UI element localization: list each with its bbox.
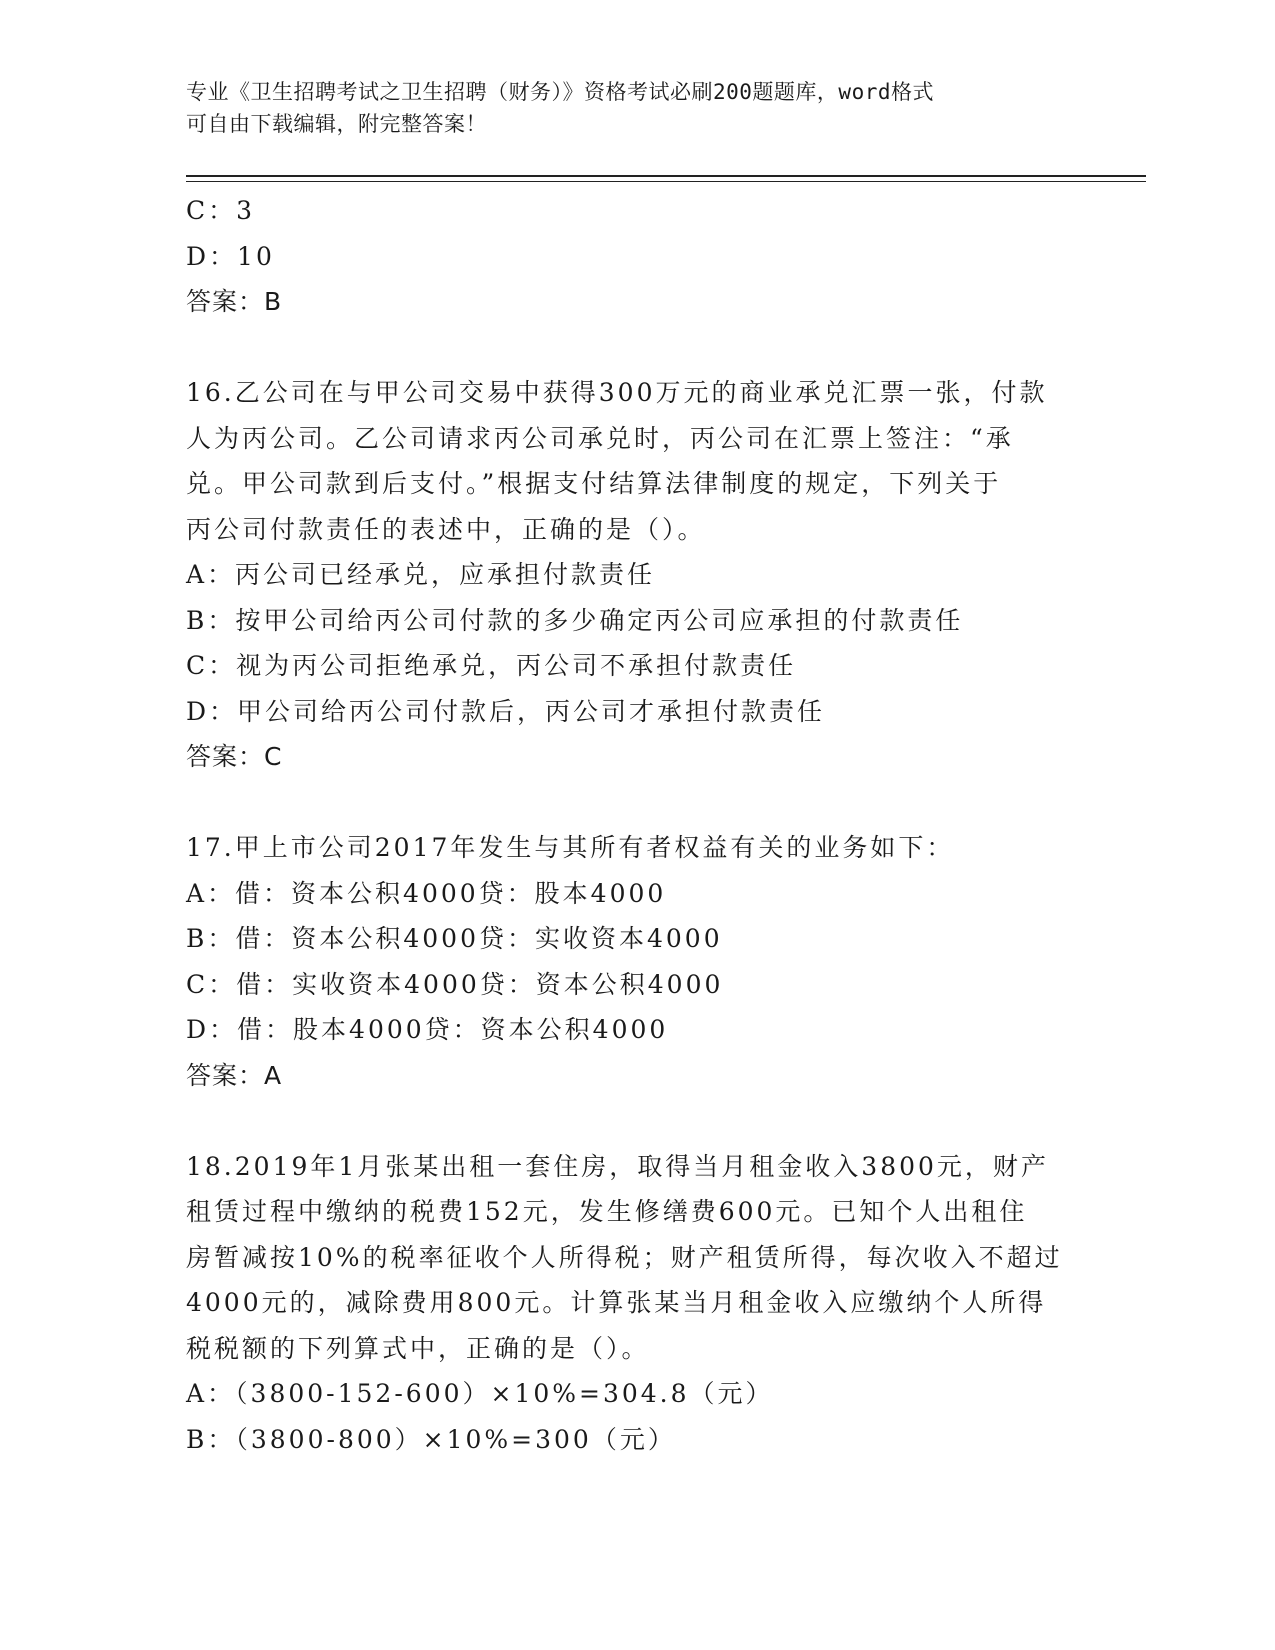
q18-stem-line: 4000元的，减除费用800元。计算张某当月租金收入应缴纳个人所得 [186, 1288, 1047, 1317]
q17-option-b: B：借：资本公积4000贷：实收资本4000 [186, 924, 723, 953]
header-line-2: 可自由下载编辑，附完整答案！ [186, 112, 487, 136]
q18-stem-line: 租赁过程中缴纳的税费152元，发生修缮费600元。已知个人出租住 [186, 1197, 1028, 1226]
q17-option-c: C：借：实收资本4000贷：资本公积4000 [186, 969, 724, 999]
q18-option-b: B：（3800-800）×10%=300（元） [186, 1424, 676, 1454]
q18-stem-line: 房暂减按10%的税率征收个人所得税；财产租赁所得，每次收入不超过 [186, 1242, 1063, 1272]
q15-answer: 答案：B [186, 287, 283, 316]
q15-option-c: C：3 [186, 196, 256, 225]
q16-option-a: A：丙公司已经承兑，应承担付款责任 [186, 560, 656, 589]
header-divider-thin [186, 181, 1146, 182]
q16-stem-line: 兑。甲公司款到后支付。”根据支付结算法律制度的规定，下列关于 [186, 469, 1002, 498]
header-line-1: 专业《卫生招聘考试之卫生招聘（财务）》资格考试必刷200题题库，word格式 [186, 80, 934, 104]
q16-stem-line: 人为丙公司。乙公司请求丙公司承兑时，丙公司在汇票上签注：“承 [186, 423, 1014, 453]
q17-stem: 17.甲上市公司2017年发生与其所有者权益有关的业务如下： [186, 833, 955, 862]
q17-answer: 答案：A [186, 1060, 283, 1090]
q18-stem-line: 18.2019年1月张某出租一套住房，取得当月租金收入3800元，财产 [186, 1151, 1049, 1181]
q18-option-a: A：（3800-152-600）×10%=304.8（元） [186, 1379, 774, 1408]
q16-option-b: B：按甲公司给丙公司付款的多少确定丙公司应承担的付款责任 [186, 605, 964, 635]
q15-option-d: D：10 [186, 241, 275, 271]
spacer [186, 1098, 1086, 1144]
header-divider-thick [186, 175, 1146, 177]
spacer [186, 325, 1086, 371]
document-header [186, 76, 1086, 140]
question-list [186, 188, 1086, 1462]
q17-option-a: A：借：资本公积4000贷：股本4000 [186, 878, 667, 908]
q16-option-d: D：甲公司给丙公司付款后，丙公司才承担付款责任 [186, 696, 826, 726]
q16-answer: 答案：C [186, 742, 283, 771]
spacer [186, 780, 1086, 826]
q16-option-c: C：视为丙公司拒绝承兑，丙公司不承担付款责任 [186, 651, 797, 680]
q16-stem-line: 16.乙公司在与甲公司交易中获得300万元的商业承兑汇票一张，付款 [186, 378, 1048, 407]
q17-option-d: D：借：股本4000贷：资本公积4000 [186, 1015, 669, 1044]
q18-stem-line: 税税额的下列算式中，正确的是（）。 [186, 1333, 650, 1363]
q16-stem-line: 丙公司付款责任的表述中，正确的是（）。 [186, 514, 706, 544]
